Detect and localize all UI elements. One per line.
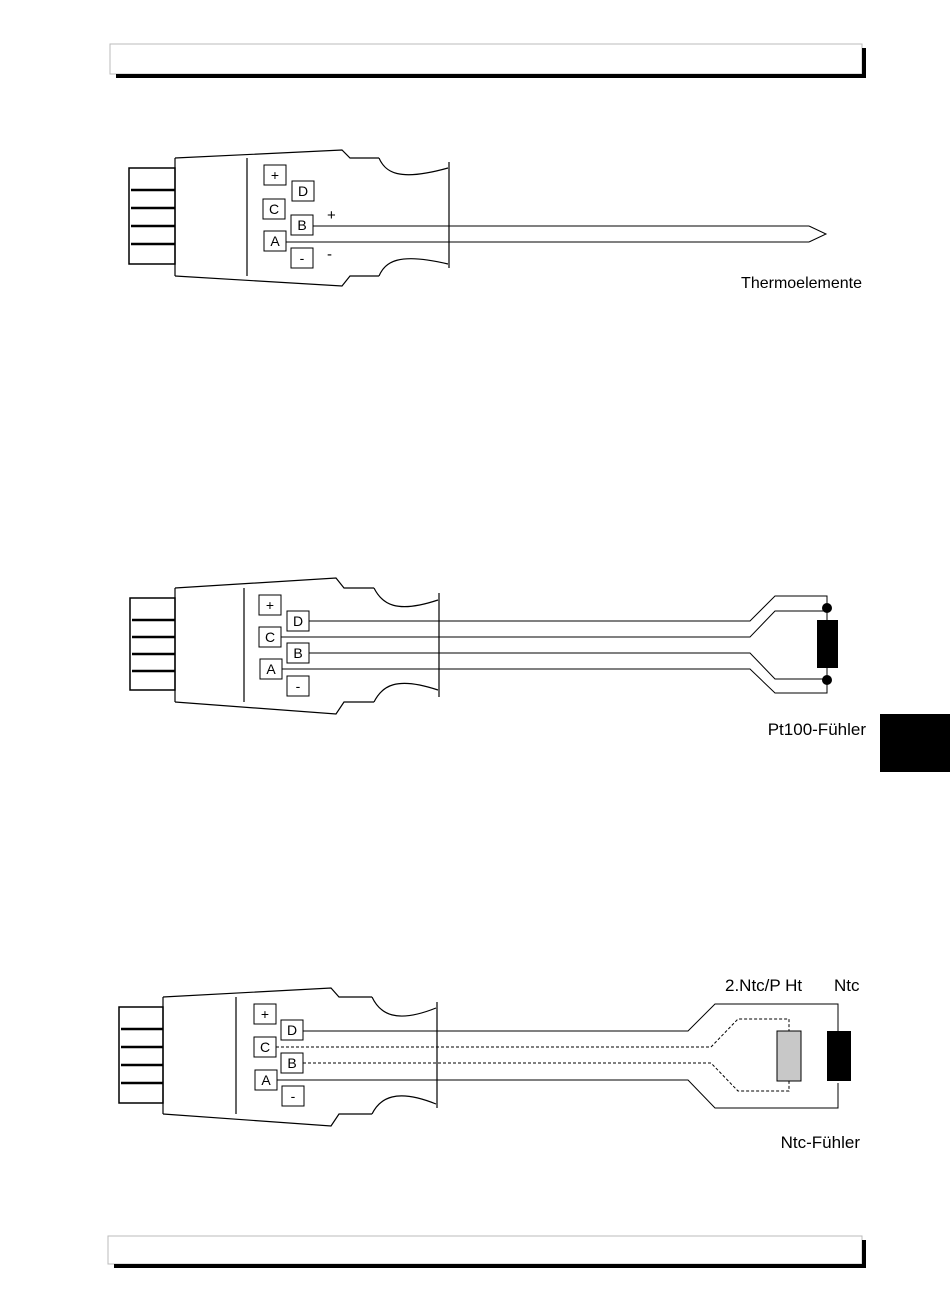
pin-d-label: D bbox=[286, 1022, 298, 1038]
pin-a-label: A bbox=[266, 661, 276, 677]
pin-d-label: D bbox=[292, 613, 304, 629]
pin-b bbox=[287, 643, 309, 663]
pin-d bbox=[281, 1020, 303, 1040]
caption-pt100: Pt100-Fühler bbox=[767, 720, 866, 739]
label-second-ntc: 2.Ntc/P Ht bbox=[725, 976, 803, 995]
pin-plus-label: + bbox=[270, 167, 280, 183]
wire-minus-label: - bbox=[327, 246, 332, 263]
pin-c bbox=[263, 199, 285, 219]
diagram-pt100 bbox=[130, 578, 866, 739]
pin-minus-label: - bbox=[299, 250, 305, 266]
pin-b bbox=[291, 215, 313, 235]
pt100-node-top bbox=[822, 603, 832, 613]
pin-d bbox=[287, 611, 309, 631]
pin-minus bbox=[287, 676, 309, 696]
pt100-resistor bbox=[817, 620, 838, 668]
thermocouple-probe bbox=[286, 226, 826, 242]
pin-d-label: D bbox=[297, 183, 309, 199]
label-ntc: Ntc bbox=[834, 976, 860, 995]
pin-a bbox=[260, 659, 282, 679]
wire-plus-label: + bbox=[327, 207, 336, 224]
pin-a-label: A bbox=[261, 1072, 271, 1088]
plug-prongs bbox=[129, 168, 175, 264]
side-tab bbox=[880, 714, 950, 772]
pin-plus bbox=[264, 165, 286, 185]
diagram-ntc bbox=[119, 976, 860, 1152]
pin-b-label: B bbox=[287, 1055, 297, 1071]
pin-plus bbox=[254, 1004, 276, 1024]
pin-minus bbox=[282, 1086, 304, 1106]
pin-c-label: C bbox=[264, 629, 276, 645]
pin-c bbox=[259, 627, 281, 647]
pin-c-label: C bbox=[259, 1039, 271, 1055]
footer-bar bbox=[108, 1236, 866, 1268]
plug-prongs bbox=[130, 598, 175, 690]
second-ntc-element bbox=[777, 1031, 801, 1081]
pin-a-label: A bbox=[270, 233, 280, 249]
pin-a bbox=[255, 1070, 277, 1090]
pin-plus bbox=[259, 595, 281, 615]
pin-plus-label: + bbox=[265, 597, 275, 613]
pin-d bbox=[292, 181, 314, 201]
pt100-wires bbox=[281, 596, 827, 693]
caption-ntc: Ntc-Fühler bbox=[780, 1133, 860, 1152]
pin-b-label: B bbox=[297, 217, 307, 233]
ntc-element bbox=[827, 1031, 851, 1081]
pin-minus bbox=[291, 248, 313, 268]
pin-plus-label: + bbox=[260, 1006, 270, 1022]
ntc-wires bbox=[277, 1004, 838, 1108]
pt100-node-bottom bbox=[822, 675, 832, 685]
pin-c bbox=[254, 1037, 276, 1057]
plug-prongs bbox=[119, 1007, 163, 1103]
diagram-thermocouple bbox=[129, 150, 862, 292]
pin-a bbox=[264, 231, 286, 251]
caption-thermoelemente: Thermoelemente bbox=[741, 275, 862, 292]
pin-b bbox=[281, 1053, 303, 1073]
pin-minus-label: - bbox=[295, 678, 301, 694]
pin-minus-label: - bbox=[290, 1088, 296, 1104]
header-bar bbox=[110, 44, 866, 78]
pin-c-label: C bbox=[268, 201, 280, 217]
pin-b-label: B bbox=[293, 645, 303, 661]
